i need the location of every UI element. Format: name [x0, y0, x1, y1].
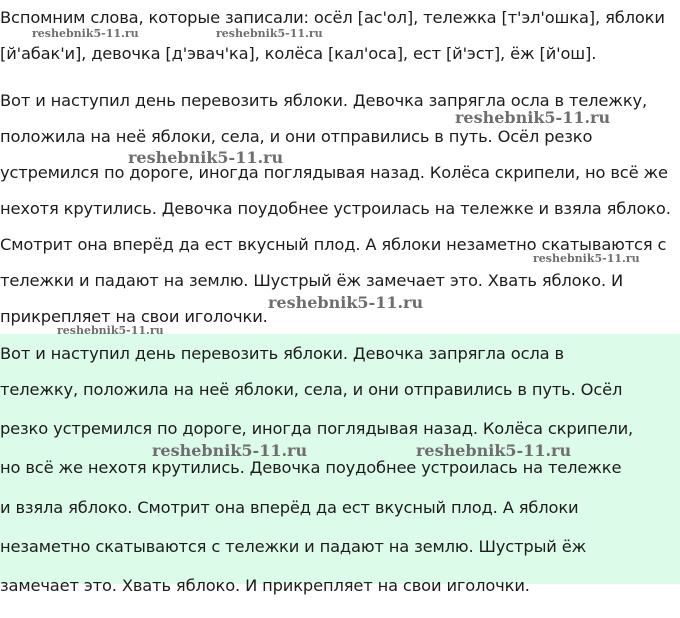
highlight-line-1: Вот и наступил день перевозить яблоки. Девочка запрягла осла в — [0, 344, 564, 363]
highlighted-paragraph — [0, 334, 680, 595]
watermark: reshebnik5-11.ru — [216, 27, 323, 40]
story-line-1: Вот и наступил день перевозить яблоки. Девочка запрягла осла в тележку, — [0, 91, 648, 110]
watermark: reshebnik5-11.ru — [455, 108, 611, 127]
story-line-6: тележки и падают на землю. Шустрый ёж замечает это. Хвать яблоко. И — [0, 271, 624, 290]
watermark: reshebnik5-11.ru — [533, 252, 640, 265]
highlight-line-6: незаметно скатываются с тележки и падают на землю. Шустрый ёж — [0, 537, 587, 556]
story-line-7: прикрепляет на свои иголочки. — [0, 307, 268, 326]
highlight-line-7: замечает это. Хвать яблоко. И прикрепляет на свои иголочки. — [0, 576, 530, 595]
watermark: reshebnik5-11.ru — [152, 441, 308, 460]
highlight-line-4: но всё же нехотя крутились. Девочка поудобнее устроилась на тележке — [0, 458, 622, 477]
watermark: reshebnik5-11.ru — [416, 441, 572, 460]
highlight-line-3: резко устремился по дороге, иногда поглядывая назад. Колёса скрипели, — [0, 419, 634, 438]
intro-line-2: [й'абак'и], девочка [д'эвач'ка], колёса [кал'оса], ест [й'эст], ёж [й'ош]. — [0, 44, 597, 63]
story-line-4: нехотя крутились. Девочка поудобнее устроилась на тележке и взяла яблоко. — [0, 199, 671, 218]
highlight-line-5: и взяла яблоко. Смотрит она вперёд да ест вкусный плод. А яблоки — [0, 498, 579, 517]
watermark: reshebnik5-11.ru — [57, 324, 164, 337]
intro-line-1: Вспомним слова, которые записали: осёл [ас'ол], тележка [т'эл'ошка], яблоки — [0, 8, 665, 27]
watermark: reshebnik5-11.ru — [32, 27, 139, 40]
story-line-5: Смотрит она вперёд да ест вкусный плод. А яблоки незаметно скатываются с — [0, 235, 667, 254]
story-line-3: устремился по дороге, иногда поглядывая назад. Колёса скрипели, но всё же — [0, 163, 668, 182]
watermark: reshebnik5-11.ru — [268, 293, 424, 312]
watermark: reshebnik5-11.ru — [128, 148, 284, 167]
highlight-line-2: тележку, положила на неё яблоки, села, и они отправились в путь. Осёл — [0, 380, 623, 399]
story-line-2: положила на неё яблоки, села, и они отправились в путь. Осёл резко — [0, 127, 593, 146]
